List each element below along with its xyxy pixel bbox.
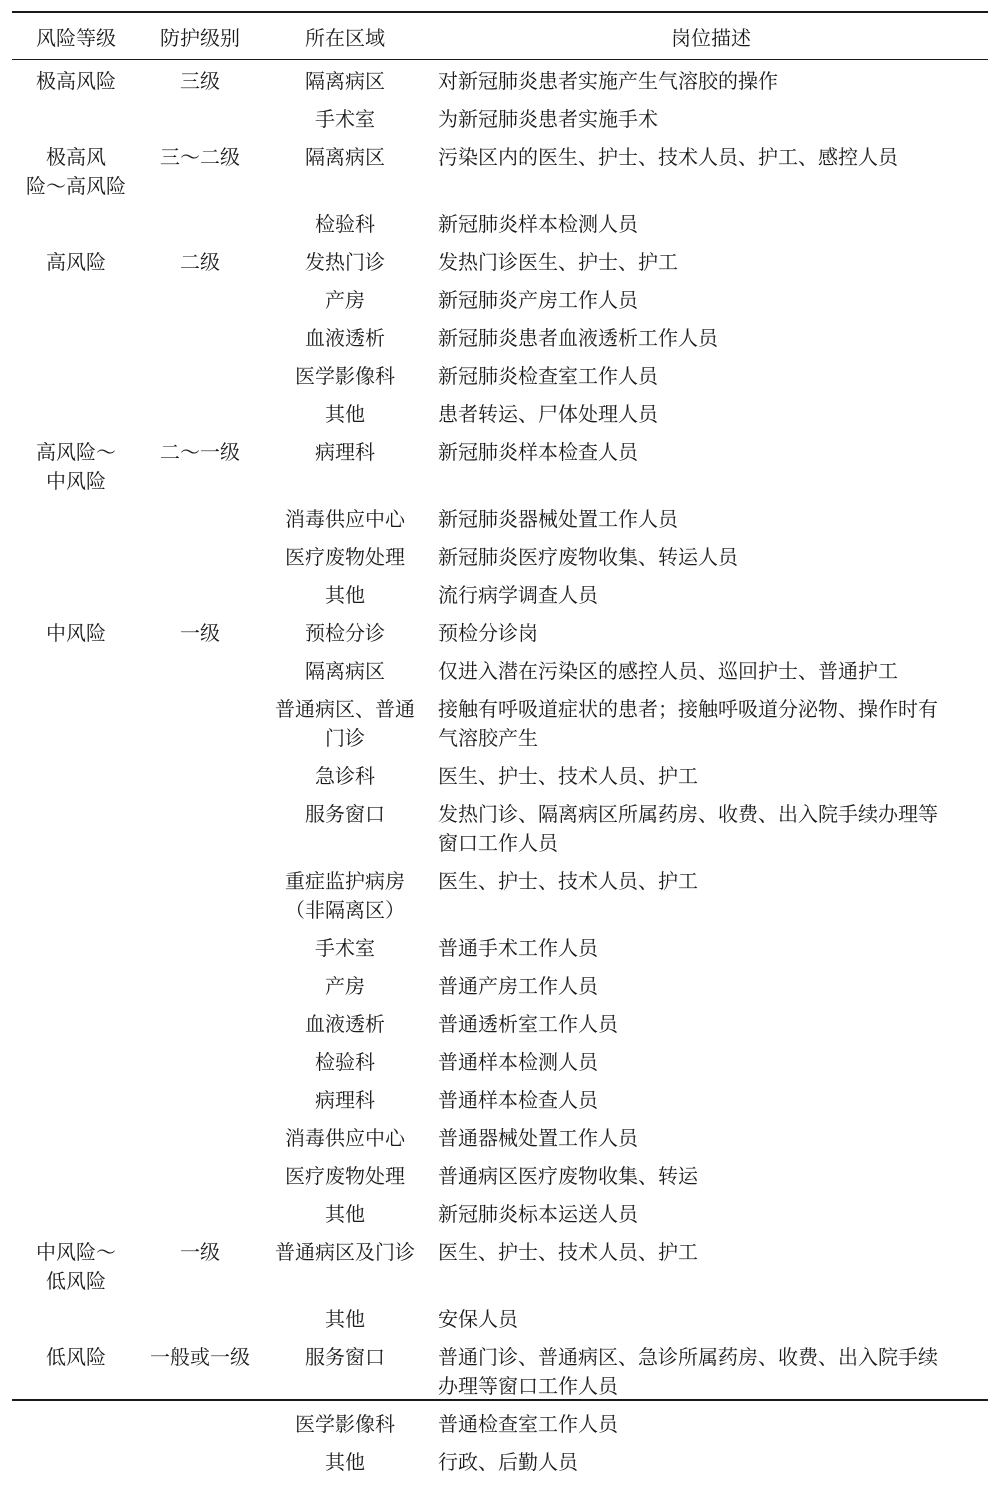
risk-level-cell (12, 657, 140, 686)
risk-level-cell: 中风险～ 低风险 (36, 1240, 116, 1293)
area-cell: 产房 (325, 288, 365, 312)
protection-level-cell: 二级 (180, 250, 220, 274)
protection-level-cell: 三～二级 (160, 145, 240, 169)
protection-level-cell: 一级 (180, 1240, 220, 1264)
area-cell: 隔离病区 (305, 145, 385, 169)
position-description-cell: 流行病学调查人员 (438, 583, 598, 607)
position-description-cell: 新冠肺炎样本检查人员 (438, 440, 638, 464)
protection-level-cell: 二～一级 (160, 440, 240, 464)
risk-protection-table (12, 13, 988, 1474)
area-cell: 医疗废物处理 (285, 1164, 405, 1188)
table-row (12, 1448, 988, 1486)
risk-level-cell (12, 867, 140, 925)
table-row (12, 800, 988, 867)
position-description-cell: 安保人员 (438, 1307, 518, 1331)
position-description-cell: 预检分诊岗 (438, 621, 538, 645)
risk-level-cell: 极高风险 (36, 69, 116, 93)
area-cell: 手术室 (315, 107, 375, 131)
area-cell: 隔离病区 (305, 659, 385, 683)
area-cell: 血液透析 (305, 326, 385, 350)
risk-level-cell (12, 1086, 140, 1115)
risk-level-cell (12, 934, 140, 963)
area-cell: 手术室 (315, 936, 375, 960)
table-row (12, 362, 988, 400)
protection-level-cell (140, 695, 260, 753)
protection-level-cell (140, 1086, 260, 1115)
risk-level-cell: 高风险 (46, 250, 106, 274)
area-cell: 其他 (325, 583, 365, 607)
protection-level-cell: 一般或一级 (150, 1345, 250, 1369)
area-cell: 其他 (325, 402, 365, 426)
risk-level-cell: 低风险 (46, 1345, 106, 1369)
risk-level-cell (12, 800, 140, 858)
risk-level-cell (12, 505, 140, 534)
protection-level-cell (140, 1410, 260, 1439)
table-row (12, 505, 988, 543)
position-description-cell: 普通样本检测人员 (438, 1050, 598, 1074)
position-description-cell: 仅进入潜在污染区的感控人员、巡回护士、普通护工 (438, 659, 898, 683)
risk-level-cell (12, 581, 140, 610)
risk-level-cell (12, 543, 140, 572)
risk-level-cell (12, 1200, 140, 1229)
area-cell: 重症监护病房 （非隔离区） (285, 869, 405, 922)
protection-level-cell (140, 867, 260, 925)
position-description-cell: 普通透析室工作人员 (438, 1012, 618, 1036)
position-description-cell: 患者转运、尸体处理人员 (438, 402, 658, 426)
position-description-cell: 新冠肺炎样本检测人员 (438, 212, 638, 236)
risk-level-cell: 极高风 险～高风险 (26, 145, 126, 198)
protection-level-cell (140, 505, 260, 534)
protection-level-cell (140, 762, 260, 791)
position-description-cell: 医生、护士、技术人员、护工 (438, 764, 698, 788)
position-description-cell: 普通样本检查人员 (438, 1088, 598, 1112)
table-row (12, 972, 988, 1010)
table-row (12, 286, 988, 324)
table-row (12, 1343, 988, 1410)
position-description-cell: 发热门诊医生、护士、护工 (438, 250, 678, 274)
area-cell: 预检分诊 (305, 621, 385, 645)
position-description-cell: 普通检查室工作人员 (438, 1412, 618, 1436)
area-cell: 医疗废物处理 (285, 545, 405, 569)
area-cell: 产房 (325, 974, 365, 998)
area-cell: 隔离病区 (305, 69, 385, 93)
risk-level-cell (12, 762, 140, 791)
risk-level-cell (12, 1448, 140, 1477)
table-body (12, 67, 988, 1486)
table-row (12, 1048, 988, 1086)
risk-level-cell (12, 362, 140, 391)
area-cell: 普通病区及门诊 (275, 1240, 415, 1264)
protection-level-cell (140, 324, 260, 353)
table-row (12, 1086, 988, 1124)
protection-level-cell (140, 105, 260, 134)
table-row (12, 934, 988, 972)
position-description-cell: 新冠肺炎患者血液透析工作人员 (438, 326, 718, 350)
table-row (12, 105, 988, 143)
position-description-cell: 普通手术工作人员 (438, 936, 598, 960)
position-description-cell: 新冠肺炎标本运送人员 (438, 1202, 638, 1226)
area-cell: 检验科 (315, 212, 375, 236)
protection-level-cell (140, 1124, 260, 1153)
table-row (12, 67, 988, 105)
protection-level-cell (140, 581, 260, 610)
position-description-cell: 普通产房工作人员 (438, 974, 598, 998)
risk-level-cell: 高风险～ 中风险 (36, 440, 116, 493)
header-risk-level: 风险等级 (36, 25, 116, 50)
risk-level-cell (12, 1162, 140, 1191)
risk-level-cell (12, 1410, 140, 1439)
protection-level-cell (140, 1162, 260, 1191)
header-protection-level: 防护级别 (160, 25, 240, 50)
table-row (12, 1124, 988, 1162)
risk-level-cell (12, 1124, 140, 1153)
table-header-row (12, 13, 988, 59)
risk-level-cell (12, 286, 140, 315)
position-description-cell: 新冠肺炎产房工作人员 (438, 288, 638, 312)
protection-level-cell (140, 1048, 260, 1077)
table-row (12, 1162, 988, 1200)
area-cell: 检验科 (315, 1050, 375, 1074)
position-description-cell: 接触有呼吸道症状的患者；接触呼吸道分泌物、操作时有 气溶胶产生 (438, 697, 938, 750)
protection-level-cell: 三级 (180, 69, 220, 93)
table-row (12, 400, 988, 438)
position-description-cell: 普通门诊、普通病区、急诊所属药房、收费、出入院手续 办理等窗口工作人员 (438, 1345, 938, 1398)
risk-level-cell (12, 695, 140, 753)
header-area: 所在区域 (305, 25, 385, 50)
protection-level-cell (140, 934, 260, 963)
protection-level-cell (140, 1010, 260, 1039)
protection-level-cell (140, 800, 260, 858)
table-row (12, 1410, 988, 1448)
area-cell: 其他 (325, 1450, 365, 1474)
protection-level-cell (140, 972, 260, 1001)
risk-level-cell (12, 1305, 140, 1334)
position-description-cell: 医生、护士、技术人员、护工 (438, 1240, 698, 1264)
risk-level-cell (12, 400, 140, 429)
protection-level-cell (140, 400, 260, 429)
position-description-cell: 为新冠肺炎患者实施手术 (438, 107, 658, 131)
table-row (12, 1010, 988, 1048)
area-cell: 其他 (325, 1202, 365, 1226)
area-cell: 病理科 (315, 440, 375, 464)
table-row (12, 695, 988, 762)
header-position-description: 岗位描述 (671, 25, 751, 50)
area-cell: 服务窗口 (305, 802, 385, 826)
risk-level-cell (12, 324, 140, 353)
position-description-cell: 发热门诊、隔离病区所属药房、收费、出入院手续办理等 窗口工作人员 (438, 802, 938, 855)
protection-level-cell: 一级 (180, 621, 220, 645)
position-description-cell: 污染区内的医生、护士、技术人员、护工、感控人员 (438, 145, 898, 169)
position-description-cell: 行政、后勤人员 (438, 1450, 578, 1474)
table-row (12, 210, 988, 248)
table-row (12, 581, 988, 619)
protection-level-cell (140, 362, 260, 391)
area-cell: 其他 (325, 1307, 365, 1331)
table-row (12, 1305, 988, 1343)
risk-level-cell (12, 1048, 140, 1077)
protection-level-cell (140, 1305, 260, 1334)
area-cell: 医学影像科 (295, 1412, 395, 1436)
position-description-cell: 新冠肺炎器械处置工作人员 (438, 507, 678, 531)
protection-level-cell (140, 1448, 260, 1477)
area-cell: 急诊科 (315, 764, 375, 788)
protection-level-cell (140, 1200, 260, 1229)
table-row (12, 867, 988, 934)
table-row (12, 143, 988, 210)
risk-level-cell (12, 210, 140, 239)
table-header-rule (12, 59, 988, 60)
position-description-cell: 医生、护士、技术人员、护工 (438, 869, 698, 893)
table-row (12, 762, 988, 800)
risk-level-cell (12, 972, 140, 1001)
risk-level-cell (12, 1010, 140, 1039)
position-description-cell: 普通器械处置工作人员 (438, 1126, 638, 1150)
area-cell: 医学影像科 (295, 364, 395, 388)
protection-level-cell (140, 210, 260, 239)
protection-level-cell (140, 286, 260, 315)
table-row (12, 543, 988, 581)
area-cell: 普通病区、普通 门诊 (275, 697, 415, 750)
area-cell: 发热门诊 (305, 250, 385, 274)
area-cell: 消毒供应中心 (285, 1126, 405, 1150)
position-description-cell: 对新冠肺炎患者实施产生气溶胶的操作 (438, 69, 778, 93)
table-row (12, 619, 988, 657)
risk-level-cell: 中风险 (46, 621, 106, 645)
position-description-cell: 新冠肺炎检查室工作人员 (438, 364, 658, 388)
protection-level-cell (140, 543, 260, 572)
risk-level-cell (12, 105, 140, 134)
area-cell: 血液透析 (305, 1012, 385, 1036)
table-row (12, 1238, 988, 1305)
area-cell: 消毒供应中心 (285, 507, 405, 531)
area-cell: 服务窗口 (305, 1345, 385, 1369)
protection-level-cell (140, 657, 260, 686)
table-row (12, 657, 988, 695)
position-description-cell: 新冠肺炎医疗废物收集、转运人员 (438, 545, 738, 569)
table-row (12, 248, 988, 286)
table-row (12, 324, 988, 362)
area-cell: 病理科 (315, 1088, 375, 1112)
table-row (12, 1200, 988, 1238)
position-description-cell: 普通病区医疗废物收集、转运 (438, 1164, 698, 1188)
table-row (12, 438, 988, 505)
